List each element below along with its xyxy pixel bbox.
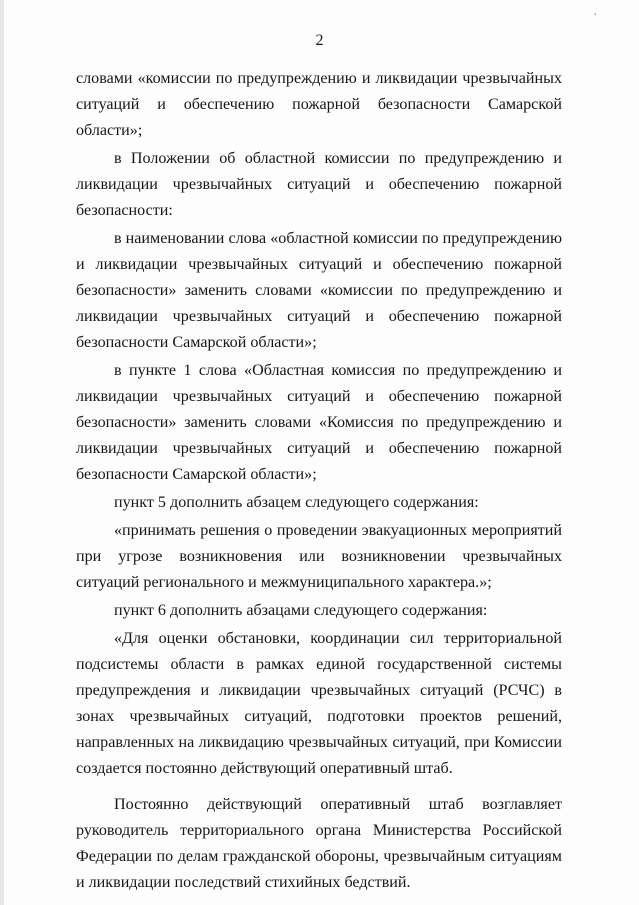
paragraph-5: пункт 5 дополнить абзацем следующего содержания: — [114, 494, 479, 511]
paragraph-9: Постоянно действующий оперативный штаб возглавляет руководитель территориального органа Министерства Российской Федерации по делам гражданской обороны, чрезвычайным ситуациям и ликвидации последствий стихийных бедствий. — [76, 796, 562, 891]
paragraph-3: в наименовании слова «областной комиссии по предупреждению и ликвидации чрезвычайных ситуаций и обеспечению пожарной безопасности» заменить словами «комиссии по предупреждению и ликвидации чрезвычайных ситуаций и обеспечению пожарной безопасности Самарской области»; — [76, 230, 562, 351]
paragraph-6: «принимать решения о проведении эвакуационных мероприятий при угрозе возникновения или возникновении чрезвычайных ситуаций регионального и межмуниципального характера.»; — [76, 522, 562, 591]
paragraph-1: словами «комиссии по предупреждению и ликвидации чрезвычайных ситуаций и обеспечению пожарной безопасности Самарской области»; — [76, 70, 562, 139]
paragraph-2: в Положении об областной комиссии по предупреждению и ликвидации чрезвычайных ситуаций и обеспечению пожарной безопасности: — [76, 150, 562, 219]
corner-mark: ˋ — [589, 11, 598, 24]
page-number: 2 — [315, 32, 324, 49]
paragraph-7: пункт 6 дополнить абзацами следующего содержания: — [114, 602, 488, 619]
paragraph-8: «Для оценки обстановки, координации сил территориальной подсистемы области в рамках единой государственной системы предупреждения и ликвидации чрезвычайных ситуаций (РСЧС) в зонах чрезвычайных ситуаций, подготовки проектов решений, направленных на ликвидацию чрезвычайных ситуаций, при Комиссии создается постоянно действующий оперативный штаб. — [76, 630, 562, 777]
document-body — [76, 66, 562, 898]
paragraph-4: в пункте 1 слова «Областная комиссия по предупреждению и ликвидации чрезвычайных ситуаций и обеспечению пожарной безопасности» заменить словами «Комиссия по предупреждению и ликвидации чрезвычайных ситуаций и обеспечению пожарной безопасности Самарской области»; — [76, 362, 562, 483]
scan-edge — [0, 0, 4, 905]
